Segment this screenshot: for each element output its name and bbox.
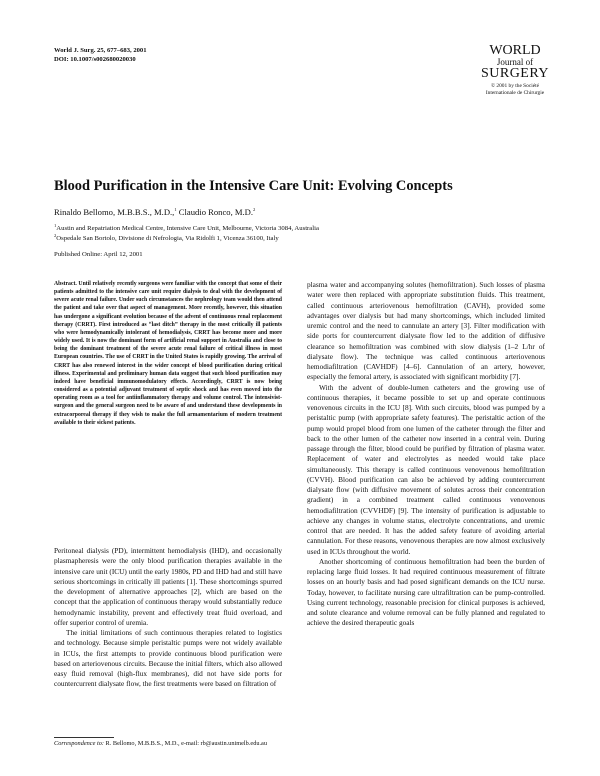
body-column-left [54,546,282,690]
affiliation-2 [54,234,319,244]
doi-line: DOI: 10.1007/s002680020030 [54,56,136,63]
masthead-surgery: SURGERY [480,66,550,81]
affiliation-2-superscript: 2 [54,232,57,238]
body-paragraph: The initial limitations of such continuous therapies related to logistics and technology. Because simple peristaltic pumps were not widely available in ICUs, the first attempts to provide continuous blood purification were based on arteriovenous circuits. Because the initial filters, which also allowed easy fluid removal (high-flux membranes), did not have side ports for countercurrent dialysate flow, the first treatments were based on filtration of [54,628,282,689]
body-paragraph: Another shortcoming of continuous hemofiltration had been the burden of replacing large fluid losses. It had required continuous measurement of filtrate losses on an hourly basis and had posed significant demands on the ICU nurse. Today, however, to facilitate nursing care ultrafiltration can be pump-controlled. Using current technology, reasonable precision for clinical purposes is achieved, and solute clearance and volume removal can be fully planned and regulated to achieve the desired therapeutic goals [307,556,545,628]
abstract-text: Abstract. Until relatively recently surgeons were familiar with the concept that some of their patients admitted to the intensive care unit require dialysis to deal with the development of severe acute renal failure. Under such circumstances the nephrology team would then attend the patient and take over that aspect of management. More recently, however, this situation has undergone a significant evolution because of the advent of continuous renal replacement therapy (CRRT). First introduced as “last ditch” therapy in the most critically ill patients who were hemodynamically intolerant of hemodialysis, CRRT has become more and more widely used. It is now the dominant form of artificial renal support in Australia and close to being the dominant treatment of the severe acute renal failure of critical illness in most European countries. The use of CRRT in the United States is rapidly growing. The arrival of CRRT has also renewed interest in the wider concept of blood purification during critical illness. Experimental and preliminary human data suggest that such blood purification may indeed have beneficial immunomodulatory effects. Accordingly, CRRT is now being considered as a potential adjuvant treatment of septic shock and has even moved into the operating room as a tool for antiinflammatory therapy and volume control. The intensivist-surgeon and the general surgeon need to be aware of and understand these developments in extracorporeal therapy if they wish to make the full armamentarium of modern treatment available to their sickest patients. [54,281,282,426]
author-bellomo: Rinaldo Bellomo, M.B.B.S., M.D., [54,207,175,217]
journal-ref-line: World J. Surg. 25, 677–683, 2001 [54,47,147,54]
affiliation-1 [54,224,319,234]
affiliation-1-text: Austin and Repatriation Medical Centre, Intensive Care Unit, Melbourne, Victoria 3084, Australia [56,225,319,232]
author-line [54,207,255,217]
masthead-copyright-1: © 2001 by the Société [490,83,540,89]
correspondence-footnote [54,740,282,748]
article-title: Blood Purification in the Intensive Care Unit: Evolving Concepts [54,178,453,194]
affiliations [54,224,319,243]
author-ronco: Claudio Ronco, M.D. [176,207,254,217]
footnote-divider [54,737,114,738]
journal-citation [54,46,147,64]
masthead-journal-of: Journal of [496,57,534,67]
author-2-superscript: 2 [253,207,256,213]
journal-masthead-logo [470,44,560,97]
affiliation-2-text: Ospedale San Bortolo, Divisione di Nefrologia, Via Ridolfi 1, Vicenza 36100, Italy [56,234,279,242]
author-1-superscript: 1 [174,207,177,213]
footnote-text: R. Bellomo, M.B.B.S., M.D., e-mail: rb@austin.unimelb.edu.au [103,740,268,747]
masthead-copyright-2: Internationale de Chirurgie [485,90,545,96]
footnote-label: Correspondence to: [54,740,104,747]
body-paragraph: With the advent of double-lumen catheters and the growing use of continuous therapies, it became possible to set up and operate continuous venovenous circuits in the ICU [8]. With such circuits, blood was pumped by a peristaltic pump (with appropriate safety features). The peristaltic action of the pump would propel blood from one lumen of the catheter through the filter and back to the other lumen of the catheter now inserted in a central vein. During passage through the filter, blood could be purified by filtration of plasma water. Replacement of water and electrolytes as needed would take place simultaneously. This therapy is called continuous venovenous hemofiltration (CVVH). Blood purification can also be achieved by adding countercurrent dialysate flow (with diffusive movement of solutes across their concentration gradient) in a combined treatment called continuous venovenous hemodiafiltration (CVVHDF) [9]. The intensity of purification is adjustable to achieve any changes in volume status, electrolyte concentrations, and uremic control that are needed. It has the added safety feature of avoiding arterial cannulation. For these reasons, venovenous therapies are now almost exclusively used in ICUs throughout the world. [307,382,545,556]
published-online-date: Published Online: April 12, 2001 [54,251,143,258]
body-paragraph: Peritoneal dialysis (PD), intermittent hemodialysis (IHD), and occasionally plasmapheresis were the only blood purification therapies available in the intensive care unit (ICU) until the early 1980s, PD and IHD had and still have serious shortcomings in critically ill patients [1]. These shortcomings spurred the development of alternative approaches [2], which are based on the concept that the application of continuous therapy would substantially reduce hemodynamic instability, prevent and effectively treat fluid overload, and offer superior control of uremia. [54,546,282,627]
affiliation-1-superscript: 1 [54,222,57,228]
masthead-world: WORLD [489,43,541,58]
body-column-right [307,280,545,629]
body-paragraph: plasma water and accompanying solutes (hemofiltration). Such losses of plasma water were then replaced with appropriate substitution fluids. This treatment, called continuous arteriovenous hemofiltration (CAVH), provided some advantages over dialysis but had many shortcomings, which included limited uremic control and the need to cannulate an artery [3]. Filter modification with side ports for countercurrent dialysate flow led to the addition of diffusive clearance so hemofiltration was combined with slow dialysis (1–2 L/hr of dialysate flow). The technique was called continuous arteriovenous hemodiafiltration (CAVHDF) [4–6]. Cannulation of an artery, however, especially the femoral artery, is associated with significant morbidity [7]. [307,280,545,382]
